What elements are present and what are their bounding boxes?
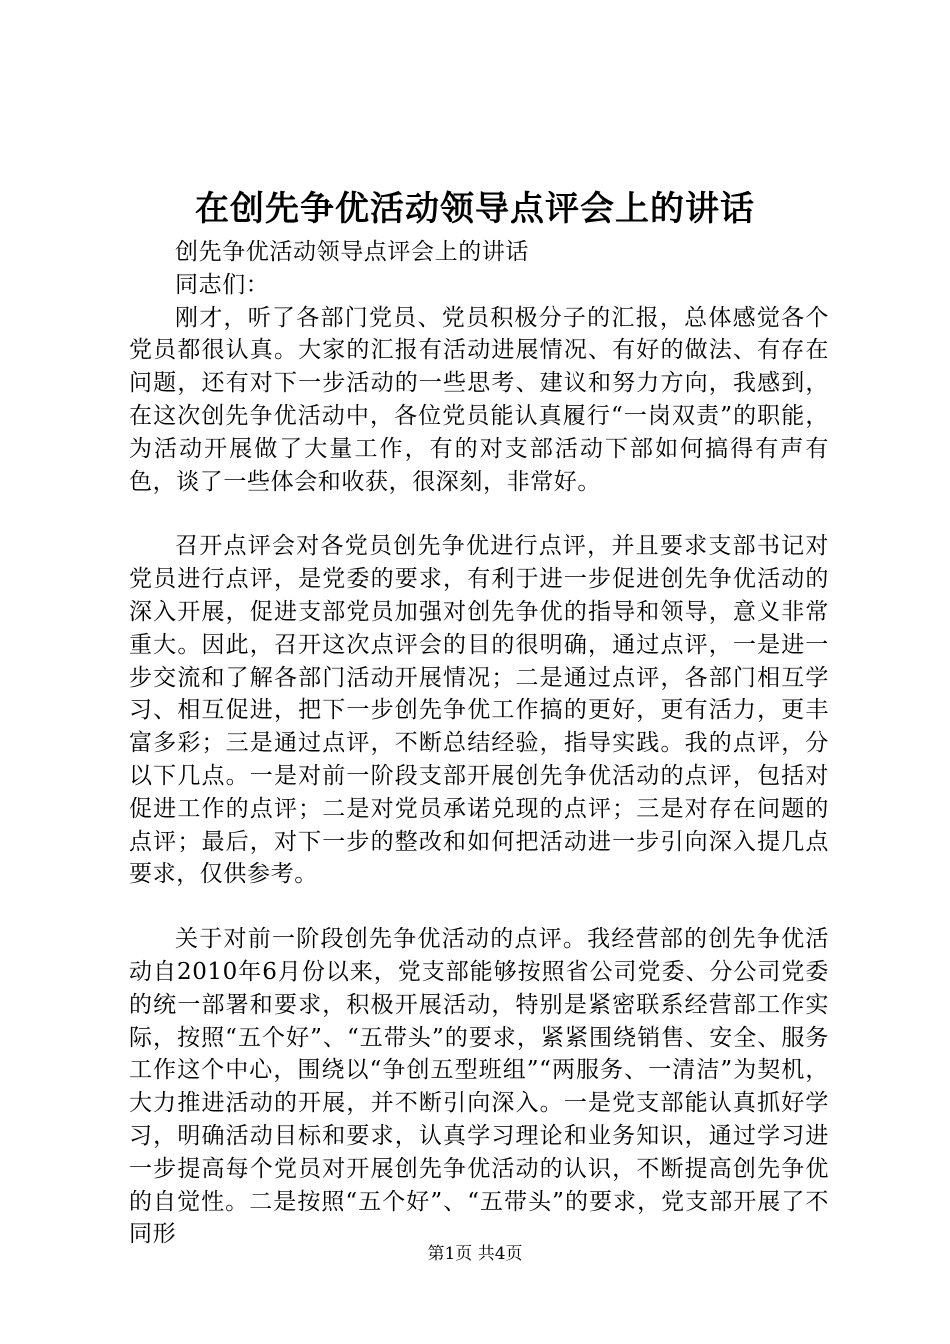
page-number-footer: 第1页 共4页 — [427, 1244, 523, 1264]
document-title: 在创先争优活动领导点评会上的讲话 — [195, 189, 755, 229]
salutation-line: 同志们： — [175, 271, 270, 298]
paragraph-1: 刚才，听了各部门党员、党员积极分子的汇报，总体感觉各个党员都很认真。大家的汇报有活动进展情况、有好的做法、有存在问题，还有对下一步活动的一些思考、建议和努力方向，我感到，在这次创先争优活动中，各位党员能认真履行“一岗双责”的职能，为活动开展做了大量工作，有的对支部活动下部如何搞得有声有色，谈了一些体会和收获，很深刻，非常好。 — [129, 304, 829, 495]
paragraph-3: 关于对前一阶段创先争优活动的点评。我经营部的创先争优活动自2010年6月份以来，党支部能够按照省公司党委、分公司党委的统一部署和要求，积极开展活动，特别是紧密联系经营部工作实际，按照“五个好”、“五带头”的要求，紧紧围绕销售、安全、服务工作这个中心，围绕以“争创五型班组”“两服务、一清洁”为契机，大力推进活动的开展，并不断引向深入。一是党支部能认真抓好学习，明确活动目标和要求，认真学习理论和业务知识，通过学习进一步提高每个党员对开展创先争优活动的认识，不断提高创先争优的自觉性。二是按照“五个好”、“五带头”的要求，党支部开展了不同形 — [129, 926, 829, 1248]
subtitle-line: 创先争优活动领导点评会上的讲话 — [175, 239, 529, 265]
paragraph-2: 召开点评会对各党员创先争优进行点评，并且要求支部书记对党员进行点评，是党委的要求，有利于进一步促进创先争优活动的深入开展，促进支部党员加强对创先争优的指导和领导，意义非常重大。因此，召开这次点评会的目的很明确，通过点评，一是进一步交流和了解各部门活动开展情况；二是通过点评，各部门相互学习、相互促进，把下一步创先争优工作搞的更好，更有活力，更丰富多彩；三是通过点评，不断总结经验，指导实践。我的点评，分以下几点。一是对前一阶段支部开展创先争优活动的点评，包括对促进工作的点评；二是对党员承诺兑现的点评；三是对存在问题的点评；最后，对下一步的整改和如何把活动进一步引向深入提几点要求，仅供参考。 — [129, 533, 829, 888]
document-body — [129, 236, 829, 1251]
